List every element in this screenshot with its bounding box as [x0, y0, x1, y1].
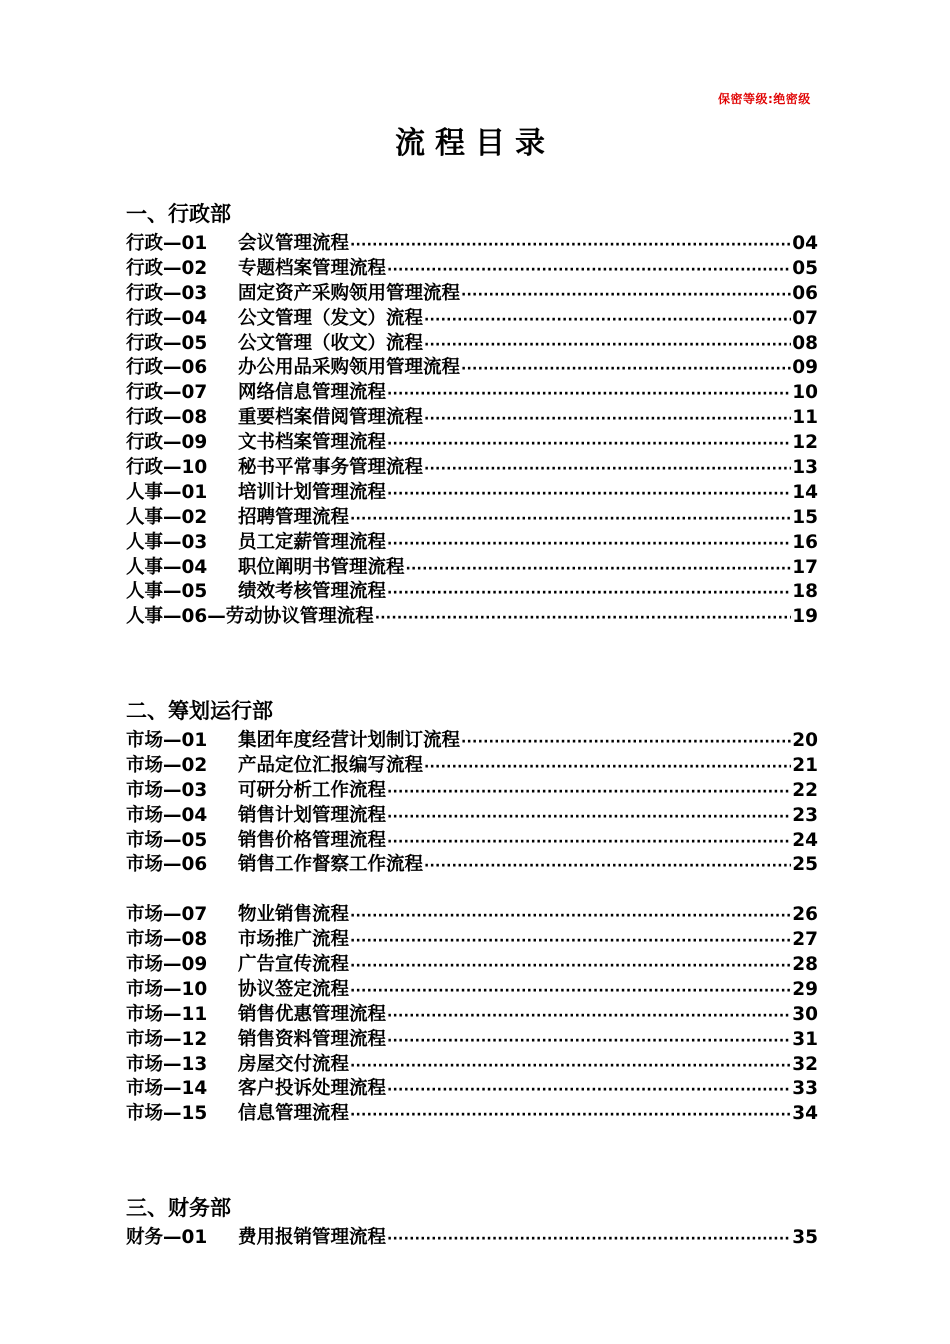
entry-page-number: 30	[792, 1003, 818, 1025]
dot-leader	[375, 606, 791, 631]
entry-title: 专题档案管理流程	[238, 257, 387, 279]
entry-title: 销售工作督察工作流程	[238, 854, 424, 876]
dot-leader	[424, 854, 791, 879]
entry-page-number: 13	[792, 457, 818, 479]
entry-page-number: 10	[792, 382, 818, 404]
entry-title: 招聘管理流程	[238, 506, 350, 528]
entry-code: 人事—03	[126, 531, 208, 553]
entry-code: 市场—12	[126, 1028, 208, 1050]
entry-page-number: 23	[792, 804, 818, 826]
entry-code: 市场—15	[126, 1103, 208, 1125]
entry-page-number: 12	[792, 432, 818, 454]
dot-leader	[387, 1004, 791, 1029]
entry-page-number: 32	[792, 1053, 818, 1075]
toc-entry[interactable]	[126, 853, 818, 878]
entry-title: 绩效考核管理流程	[238, 581, 387, 603]
entry-title: 秘书平常事务管理流程	[238, 457, 424, 479]
toc-section	[126, 196, 818, 630]
toc-entry[interactable]	[126, 307, 818, 332]
entry-page-number: 06	[792, 282, 818, 304]
dot-leader	[350, 929, 791, 954]
section-heading: 一、行政部	[126, 201, 231, 226]
dot-leader	[350, 1054, 791, 1079]
entry-code: 行政—05	[126, 332, 208, 354]
entry-page-number: 21	[792, 754, 818, 776]
page-title: 流程目录	[395, 126, 555, 161]
dot-leader	[387, 1029, 791, 1054]
dot-leader	[350, 979, 791, 1004]
entry-title: 会议管理流程	[238, 233, 350, 254]
entry-code: 财务—01	[126, 1227, 208, 1248]
entry-title: 广告宣传流程	[238, 954, 350, 976]
entry-page-number: 11	[792, 407, 818, 429]
dot-leader	[461, 357, 791, 382]
entry-code: 市场—06	[126, 854, 208, 876]
section-heading: 三、财务部	[126, 1195, 231, 1220]
toc-entry[interactable]	[126, 456, 818, 481]
dot-leader	[387, 482, 791, 507]
dot-leader	[387, 1078, 791, 1103]
toc-section	[126, 1190, 818, 1251]
dot-leader	[461, 730, 791, 755]
entry-title: 销售价格管理流程	[238, 829, 387, 851]
dot-leader	[406, 557, 792, 582]
entry-page-number: 29	[792, 978, 818, 1000]
entry-code: 市场—10	[126, 978, 208, 1000]
entry-code: 行政—01	[126, 233, 208, 254]
entry-code: 市场—09	[126, 954, 208, 976]
toc-entry[interactable]	[126, 580, 818, 605]
entry-code: 行政—10	[126, 457, 208, 479]
entry-code: 人事—06—	[126, 606, 226, 628]
dot-leader	[350, 507, 791, 532]
entry-code: 市场—14	[126, 1078, 208, 1100]
entry-page-number: 20	[792, 730, 818, 751]
dot-leader	[350, 904, 791, 929]
toc-entry[interactable]	[126, 356, 818, 381]
toc-entry[interactable]	[126, 1077, 818, 1102]
entry-code: 行政—08	[126, 407, 208, 429]
dot-leader	[424, 333, 791, 358]
dot-leader	[424, 407, 791, 432]
entry-title: 固定资产采购领用管理流程	[238, 282, 461, 304]
entry-title: 市场推广流程	[238, 929, 350, 951]
entry-page-number: 25	[792, 854, 818, 876]
toc-entry[interactable]	[126, 1102, 818, 1127]
toc-entry[interactable]	[126, 282, 818, 307]
toc-entry[interactable]	[126, 556, 818, 581]
entry-code: 人事—02	[126, 506, 208, 528]
toc-entry[interactable]	[126, 804, 818, 829]
toc-entry[interactable]	[126, 506, 818, 531]
confidential-label: 保密等级:绝密级	[718, 92, 811, 106]
entry-title: 客户投诉处理流程	[238, 1078, 387, 1100]
entry-page-number: 27	[792, 929, 818, 951]
toc-entry-list	[126, 1226, 818, 1251]
toc-entry[interactable]	[126, 829, 818, 854]
entry-title: 办公用品采购领用管理流程	[238, 357, 461, 379]
entry-page-number: 14	[792, 481, 818, 503]
dot-leader	[387, 258, 791, 283]
toc-entry[interactable]	[126, 531, 818, 556]
dot-leader	[424, 457, 791, 482]
entry-page-number: 35	[792, 1227, 818, 1248]
entry-code: 行政—02	[126, 257, 208, 279]
section-heading: 二、筹划运行部	[126, 698, 273, 723]
toc-entry[interactable]	[126, 232, 818, 257]
toc-entry[interactable]	[126, 1028, 818, 1053]
entry-title: 网络信息管理流程	[238, 382, 387, 404]
entry-title: 销售计划管理流程	[238, 804, 387, 826]
entry-code: 市场—01	[126, 730, 208, 751]
entry-title: 费用报销管理流程	[238, 1227, 387, 1248]
entry-code: 市场—02	[126, 754, 208, 776]
dot-leader	[350, 233, 791, 258]
entry-code: 市场—11	[126, 1003, 208, 1025]
toc-entry[interactable]	[126, 928, 818, 953]
entry-code: 市场—07	[126, 904, 208, 926]
entry-page-number: 07	[792, 307, 818, 329]
entry-page-number: 09	[792, 357, 818, 379]
toc-entry[interactable]	[126, 953, 818, 978]
entry-title: 公文管理（发文）流程	[238, 307, 424, 329]
entry-title: 员工定薪管理流程	[238, 531, 387, 553]
entry-code: 市场—05	[126, 829, 208, 851]
entry-title: 房屋交付流程	[238, 1053, 350, 1075]
dot-leader	[424, 755, 791, 780]
dot-leader	[387, 780, 791, 805]
toc-entry[interactable]	[126, 332, 818, 357]
toc-entry[interactable]	[126, 406, 818, 431]
toc-entry[interactable]	[126, 903, 818, 928]
entry-title: 销售资料管理流程	[238, 1028, 387, 1050]
toc-entry[interactable]	[126, 381, 818, 406]
dot-leader	[387, 830, 791, 855]
entry-title: 集团年度经营计划制订流程	[238, 730, 461, 751]
toc-entry[interactable]	[126, 729, 818, 754]
dot-leader	[387, 805, 791, 830]
dot-leader	[350, 1103, 791, 1128]
entry-title: 可研分析工作流程	[238, 779, 387, 801]
entry-code: 市场—08	[126, 929, 208, 951]
entry-title: 协议签定流程	[238, 978, 350, 1000]
dot-leader	[387, 1227, 791, 1252]
entry-code: 行政—03	[126, 282, 208, 304]
entry-page-number: 04	[792, 233, 818, 254]
toc-entry[interactable]	[126, 481, 818, 506]
entry-page-number: 19	[792, 606, 818, 628]
entry-code: 市场—13	[126, 1053, 208, 1075]
entry-title: 公文管理（收文）流程	[238, 332, 424, 354]
dot-leader	[387, 432, 791, 457]
entry-page-number: 26	[792, 904, 818, 926]
entry-title: 产品定位汇报编写流程	[238, 754, 424, 776]
entry-page-number: 22	[792, 779, 818, 801]
entry-page-number: 08	[792, 332, 818, 354]
entry-title: 职位阐明书管理流程	[238, 556, 405, 578]
entry-page-number: 15	[792, 506, 818, 528]
entry-title: 劳动协议管理流程	[225, 606, 374, 628]
toc-entry[interactable]	[126, 1003, 818, 1028]
entry-page-number: 31	[792, 1028, 818, 1050]
entry-code: 人事—04	[126, 556, 208, 578]
entry-title: 销售优惠管理流程	[238, 1003, 387, 1025]
toc-entry[interactable]	[126, 605, 818, 630]
dot-leader	[424, 308, 791, 333]
toc-entry[interactable]	[126, 431, 818, 456]
toc-entry[interactable]	[126, 1226, 818, 1251]
entry-page-number: 34	[792, 1103, 818, 1125]
dot-leader	[461, 283, 791, 308]
entry-code: 行政—04	[126, 307, 208, 329]
dot-leader	[387, 581, 791, 606]
entry-title: 重要档案借阅管理流程	[238, 407, 424, 429]
entry-page-number: 18	[792, 581, 818, 603]
toc-entry[interactable]	[126, 1053, 818, 1078]
entry-code: 市场—03	[126, 779, 208, 801]
entry-code: 行政—09	[126, 432, 208, 454]
entry-title: 培训计划管理流程	[238, 481, 387, 503]
entry-page-number: 33	[792, 1078, 818, 1100]
toc-entry-list	[126, 232, 818, 630]
entry-code: 人事—01	[126, 481, 208, 503]
entry-code: 行政—07	[126, 382, 208, 404]
entry-title: 物业销售流程	[238, 904, 350, 926]
entry-code: 行政—06	[126, 357, 208, 379]
entry-page-number: 05	[792, 257, 818, 279]
toc-entry[interactable]	[126, 257, 818, 282]
entry-code: 人事—05	[126, 581, 208, 603]
toc-entry[interactable]	[126, 779, 818, 804]
entry-page-number: 24	[792, 829, 818, 851]
entry-page-number: 16	[792, 531, 818, 553]
entry-code: 市场—04	[126, 804, 208, 826]
entry-title: 文书档案管理流程	[238, 432, 387, 454]
dot-leader	[350, 954, 791, 979]
toc-entry[interactable]	[126, 978, 818, 1003]
dot-leader	[387, 382, 791, 407]
entry-title: 信息管理流程	[238, 1103, 350, 1125]
dot-leader	[387, 532, 791, 557]
toc-entry-list	[126, 729, 818, 1127]
toc-entry[interactable]	[126, 754, 818, 779]
toc-section	[126, 693, 818, 1127]
entry-page-number: 17	[792, 556, 818, 578]
entry-page-number: 28	[792, 954, 818, 976]
